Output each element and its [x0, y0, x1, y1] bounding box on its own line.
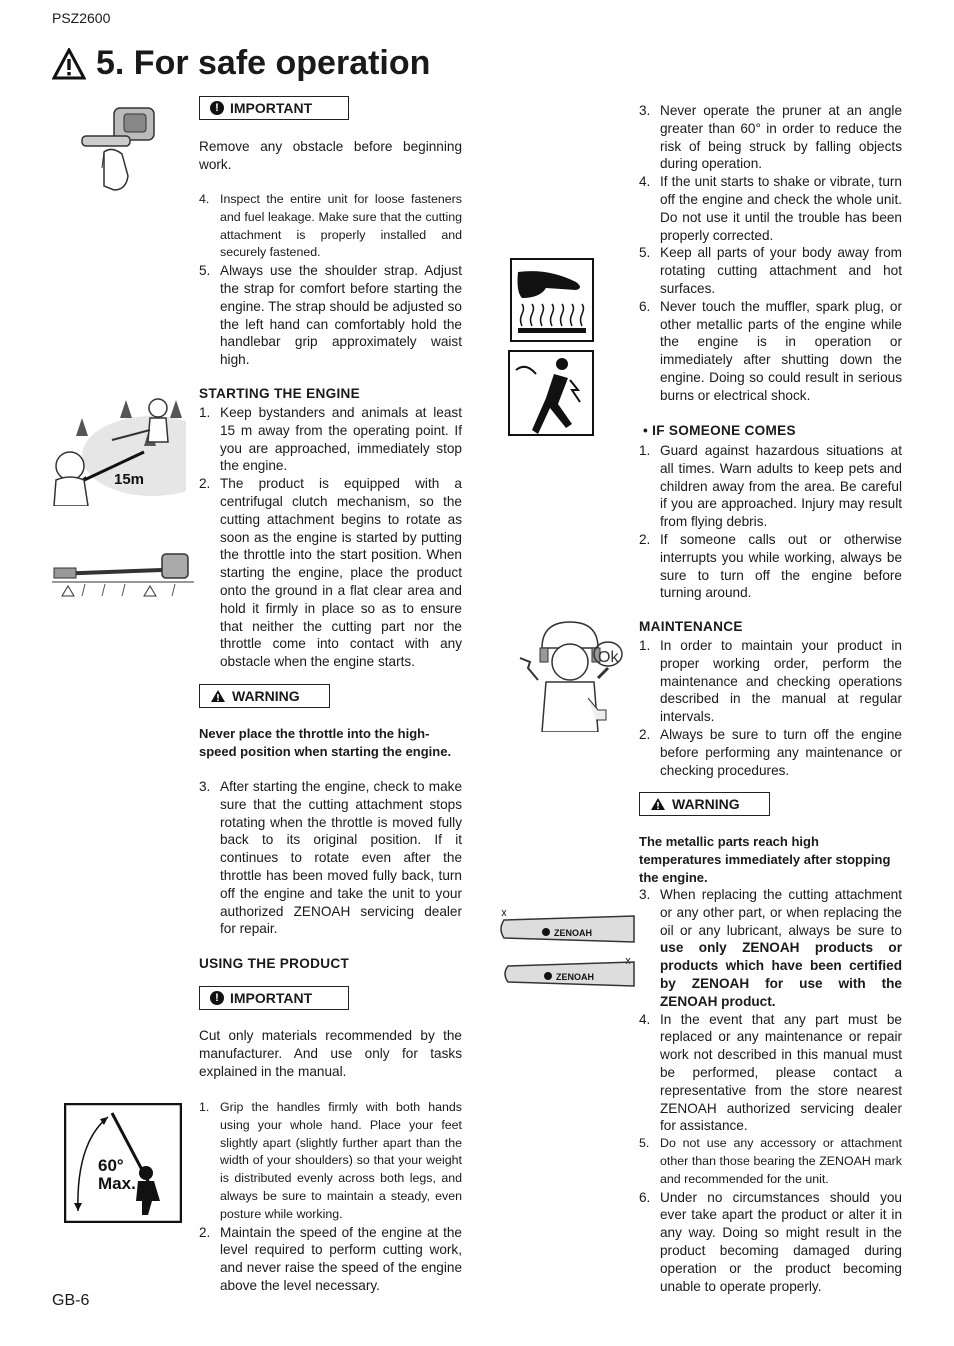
using-product-heading: USING THE PRODUCT	[199, 956, 350, 971]
maintenance-heading: MAINTENANCE	[639, 619, 743, 634]
important-label-text: IMPORTANT	[230, 990, 313, 1006]
important-label-1	[199, 96, 349, 120]
max-angle-illustration	[64, 1103, 182, 1223]
list-item: 6. Never touch the muffler, spark plug, or other metallic parts of the engine while the engine is in operation or immediately after shutting down the engine. Doing so could result in serious burns or electrical shock.	[639, 298, 902, 403]
list-item: 5. Always use the shoulder strap. Adjust the strap for comfort before starting the engine. The strap should be adjusted so the left hand can comfortably hold the handlebar grip approximately waist high.	[199, 263, 462, 368]
list-item: 1. In order to maintain your product in proper working order, perform the maintenance and checking operations described in the manual at regular intervals.	[639, 638, 902, 725]
list-item: 2. Maintain the speed of the engine at the level required to perform cutting work, and never raise the speed of the engine above the level necessary.	[199, 1224, 462, 1293]
list-item: 4. If the unit starts to shake or vibrate, turn off the engine and check the whole unit. Do not use it until the trouble has been properly corrected.	[639, 174, 902, 243]
warning-label-1	[199, 684, 330, 708]
list-item: 3. When replacing the cutting attachment or any other part, or when replacing the oil or any lubricant, always be sure to use only ZENOAH products or products which have been certified by ZENOAH for use with the ZENOAH product.	[639, 887, 902, 1009]
important-label-2	[199, 986, 349, 1010]
hot-surface-icon	[510, 258, 594, 342]
inspection-list	[199, 191, 462, 369]
warning-2-text: The metallic parts reach high temperatures immediately after stopping the engine.	[639, 834, 891, 885]
list-item: 2. Always be sure to turn off the engine before performing any maintenance or checking procedures.	[639, 726, 902, 778]
bystander-distance-illustration	[52, 396, 186, 506]
list-item: 5. Do not use any accessory or attachment other than those bearing the ZENOAH mark and recommended for the unit.	[639, 1136, 902, 1186]
list-item: 5. Keep all parts of your body away from rotating cutting attachment and hot surfaces.	[639, 245, 902, 296]
distance-label: 15m	[114, 471, 145, 488]
brand-label: ZENOAH	[554, 928, 592, 938]
starting-engine-list	[199, 404, 462, 671]
list-item: 1. Guard against hazardous situations at all times. Warn adults to keep pets and children away from the area. Be careful if you are approached. Injury may result from flying debris.	[639, 443, 902, 530]
after-start-list	[199, 778, 462, 938]
exclamation-icon: !	[210, 101, 224, 115]
using-product-list	[199, 1099, 462, 1295]
page-title	[52, 44, 430, 83]
list-item: 2. The product is equipped with a centrifugal clutch mechanism, so the cutting attachment begins to rotate as soon as the engine is started by putting the throttle into the start position. When starting the engine, place the product onto the ground in a flat clear area and hold it firmly in place so as to ensure that neither the cutting part nor the throttle come into contact with any obstacle when the engine starts.	[199, 476, 462, 670]
operation-list	[639, 102, 902, 405]
warning-triangle-icon	[52, 48, 86, 80]
pruner-on-ground-illustration	[52, 548, 194, 598]
list-item: 4. Inspect the entire unit for loose fasteners and fuel leakage. Make sure that the cutting attachment is properly installed and securely fastened.	[199, 192, 462, 260]
mechanic-ok-illustration	[516, 618, 628, 732]
if-someone-comes-heading: • IF SOMEONE COMES	[643, 423, 796, 438]
list-item: 2. If someone calls out or otherwise interrupts you while working, always be sure to turn off the engine before turning around.	[639, 531, 902, 601]
important-label-text: IMPORTANT	[230, 100, 313, 116]
brand-label: ZENOAH	[556, 972, 594, 982]
warning-1-text: Never place the throttle into the high-speed position when starting the engine.	[199, 726, 452, 759]
page-title-text: 5. For safe operation	[96, 44, 431, 82]
someone-comes-list	[639, 442, 902, 602]
list-item: 4. In the event that any part must be replaced or any maintenance or repair work not described in this manual must be performed, please contact a representative from the store nearest ZENOAH authorized servicing dealer for assistance.	[639, 1011, 902, 1134]
hand-inspection-illustration	[78, 100, 174, 192]
list-item: 1. Grip the handles firmly with both hands using your whole hand. Place your feet slightly apart (slightly further apart than the width of your shoulders) so that your weight is distributed evenly across both legs, and always be sure to maintain a steady, even posture while working.	[199, 1100, 462, 1221]
important-1-text: Remove any obstacle before beginning work.	[199, 139, 462, 172]
maintenance-list	[639, 637, 902, 779]
model-number: PSZ2600	[52, 10, 111, 26]
electric-shock-icon	[508, 350, 594, 436]
ok-label: Ok	[598, 649, 619, 666]
angle-label: 60°	[98, 1156, 124, 1175]
warning-triangle-icon	[650, 797, 666, 811]
starting-engine-heading: STARTING THE ENGINE	[199, 386, 361, 401]
parts-list	[639, 886, 902, 1295]
warning-label-2	[639, 792, 770, 816]
warning-triangle-icon	[210, 689, 226, 703]
list-item: 1. Keep bystanders and animals at least 15 m away from the operating point. If you are approached, immediately stop the engine.	[199, 405, 462, 474]
list-item: 6. Under no circumstances should you ever take apart the product or alter it in any way. Doing so might result in the product becoming damaged during operation or the product becoming unable to operate properly.	[639, 1189, 902, 1294]
max-label: Max.	[98, 1174, 136, 1193]
list-item: 3. After starting the engine, check to make sure that the cutting attachment stops rotating when the throttle is moved fully back to its original position. If it continues to rotate even after the throttle has been moved fully back, turn off the engine and take the unit to your authorized ZENOAH servicing dealer for repair.	[199, 779, 462, 937]
important-2-text: Cut only materials recommended by the manufacturer. And use only for tasks explained in the manual.	[199, 1028, 462, 1079]
guide-bars-illustration	[498, 906, 636, 990]
warning-label-text: WARNING	[232, 688, 300, 704]
warning-label-text: WARNING	[672, 796, 740, 812]
exclamation-icon: !	[210, 991, 224, 1005]
page-number: GB-6	[52, 1292, 90, 1309]
list-item: 3. Never operate the pruner at an angle greater than 60° in order to reduce the risk of being struck by falling objects during operation.	[639, 103, 902, 172]
